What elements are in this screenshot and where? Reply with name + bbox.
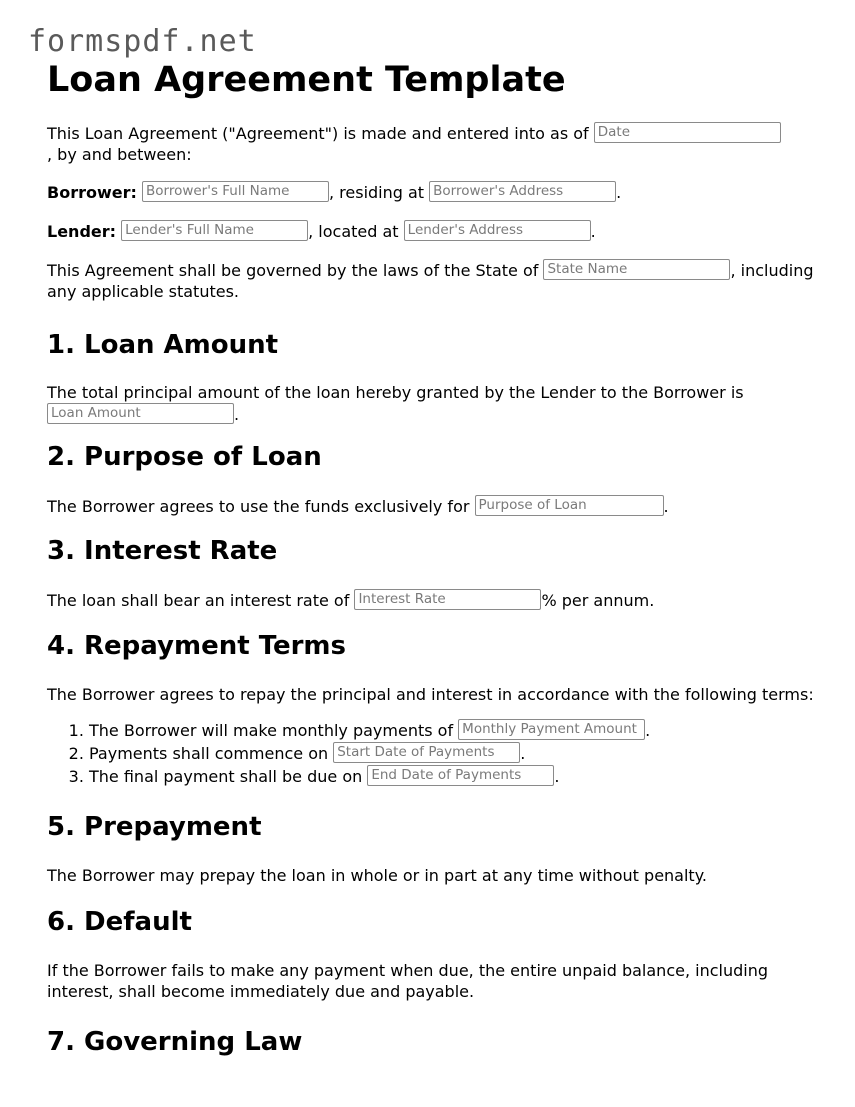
- end-date-input[interactable]: End Date of Payments: [367, 765, 554, 786]
- intro-text-end: , by and between:: [47, 145, 192, 164]
- loan-amount-paragraph: [47, 382, 817, 425]
- repayment-item-end: .: [520, 744, 526, 763]
- interest-rate-input[interactable]: Interest Rate: [354, 589, 541, 610]
- borrower-mid-text: , residing at: [328, 183, 430, 202]
- loan-amount-end: .: [234, 405, 240, 424]
- lender-end: .: [590, 222, 596, 241]
- governed-paragraph: [47, 259, 817, 302]
- repayment-item-text: The final payment shall be due on: [89, 767, 368, 786]
- borrower-label: Borrower:: [47, 183, 137, 202]
- loan-amount-text: The total principal amount of the loan hereby granted by the Lender to the Borrower is: [47, 383, 744, 402]
- watermark: formspdf.net: [28, 24, 257, 59]
- borrower-end: .: [616, 183, 622, 202]
- borrower-name-input[interactable]: Borrower's Full Name: [142, 181, 329, 202]
- page-title: Loan Agreement Template: [47, 60, 566, 100]
- section-heading-repayment: 4. Repayment Terms: [47, 631, 346, 661]
- intro-text: This Loan Agreement ("Agreement") is made and entered into as of: [47, 124, 594, 143]
- section-heading-default: 6. Default: [47, 907, 192, 937]
- date-input[interactable]: Date: [594, 122, 781, 143]
- prepayment-paragraph: The Borrower may prepay the loan in whole or in part at any time without penalty.: [47, 866, 707, 885]
- purpose-input[interactable]: Purpose of Loan: [475, 495, 664, 516]
- lender-mid-text: , located at: [308, 222, 404, 241]
- purpose-paragraph: [47, 495, 817, 517]
- governed-text: This Agreement shall be governed by the laws of the State of: [47, 261, 544, 280]
- borrower-address-input[interactable]: Borrower's Address: [429, 181, 616, 202]
- interest-end: % per annum.: [541, 591, 655, 610]
- section-heading-interest: 3. Interest Rate: [47, 536, 278, 566]
- loan-amount-input[interactable]: Loan Amount: [47, 403, 234, 424]
- section-heading-purpose: 2. Purpose of Loan: [47, 442, 322, 472]
- monthly-payment-input[interactable]: Monthly Payment Amount: [458, 719, 645, 740]
- list-item: [89, 742, 817, 765]
- purpose-text: The Borrower agrees to use the funds exclusively for: [47, 497, 475, 516]
- lender-label: Lender:: [47, 222, 117, 241]
- lender-name-input[interactable]: Lender's Full Name: [121, 220, 308, 241]
- lender-line: [47, 220, 817, 242]
- document-body: [47, 58, 817, 1058]
- repayment-item-end: .: [645, 721, 651, 740]
- governed-text-end: , including any applicable statutes.: [47, 261, 814, 301]
- section-heading-prepayment: 5. Prepayment: [47, 812, 262, 842]
- section-heading-loan-amount: 1. Loan Amount: [47, 330, 279, 360]
- intro-paragraph: [47, 122, 817, 165]
- repayment-list: [47, 719, 817, 788]
- repayment-paragraph: The Borrower agrees to repay the principal and interest in accordance with the following terms:: [47, 685, 814, 704]
- repayment-item-text: Payments shall commence on: [89, 744, 334, 763]
- purpose-end: .: [663, 497, 669, 516]
- interest-paragraph: [47, 589, 817, 611]
- lender-address-input[interactable]: Lender's Address: [404, 220, 591, 241]
- borrower-line: [47, 181, 817, 203]
- repayment-item-text: The Borrower will make monthly payments of: [89, 721, 459, 740]
- interest-text: The loan shall bear an interest rate of: [47, 591, 355, 610]
- state-input[interactable]: State Name: [543, 259, 730, 280]
- default-paragraph: If the Borrower fails to make any payment when due, the entire unpaid balance, including interest, shall become immediately due and payable.: [47, 961, 768, 1001]
- list-item: [89, 719, 817, 742]
- section-heading-governing-law: 7. Governing Law: [47, 1027, 303, 1057]
- list-item: [89, 765, 817, 788]
- repayment-item-end: .: [554, 767, 560, 786]
- start-date-input[interactable]: Start Date of Payments: [333, 742, 520, 763]
